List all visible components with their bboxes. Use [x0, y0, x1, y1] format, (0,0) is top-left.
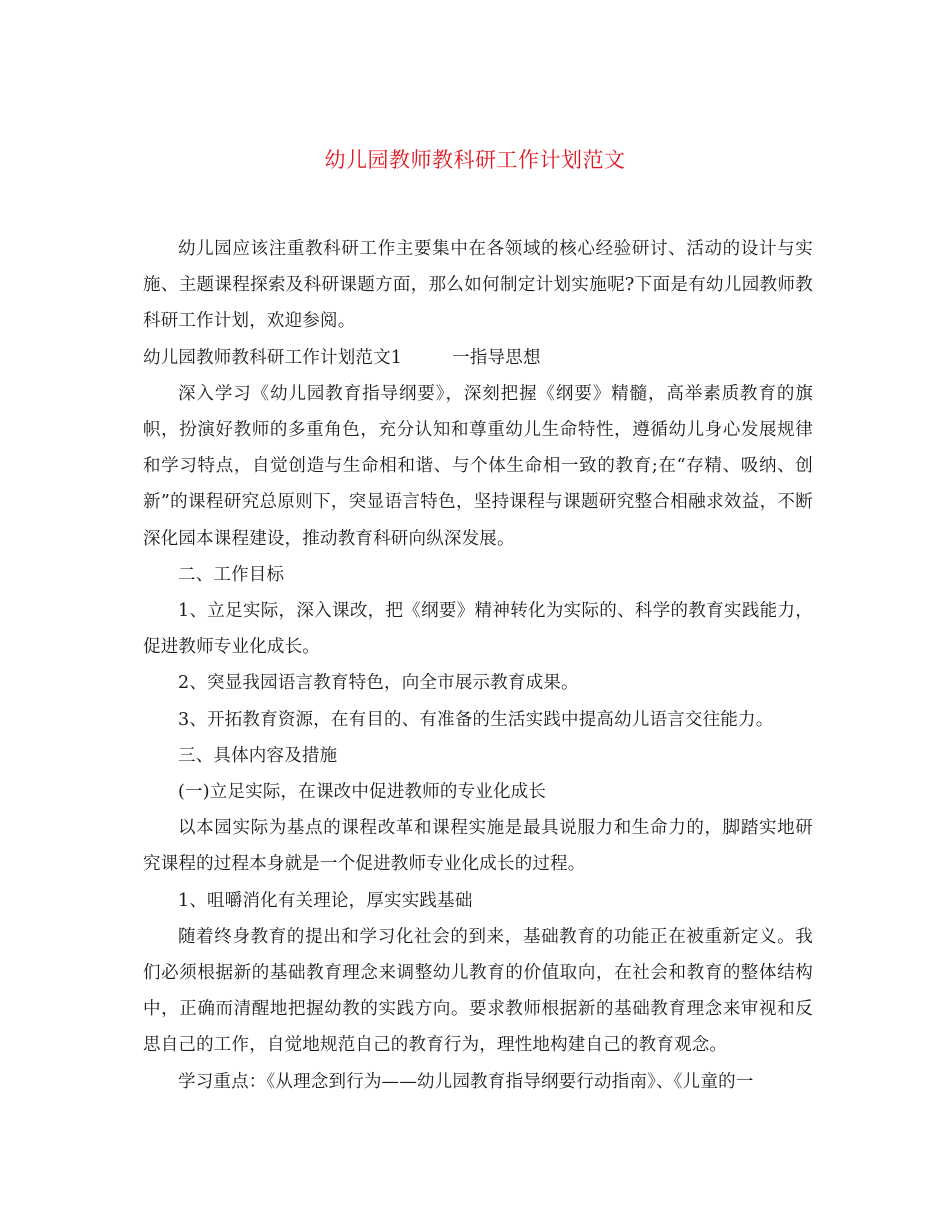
paragraph-lifelong-education: 随着终身教育的提出和学习化社会的到来，基础教育的功能正在被重新定义。我们必须根据新的基础教育理念来调整幼儿教育的价值取向，在社会和教育的整体结构中，正确而清醒地把握幼教的实践方向。要求教师根据新的基础教育理念来审视和反思自己的工作，自觉地规范自己的教育行为，理性地构建自己的教育观念。 [143, 926, 813, 1056]
intro-paragraph: 幼儿园应该注重教科研工作主要集中在各领域的核心经验研讨、活动的设计与实施、主题课程探索及科研课题方面，那么如何制定计划实施呢?下面是有幼儿园教师教科研工作计划，欢迎参阅。 [143, 239, 813, 332]
paragraph-goal-3: 3、开拓教育资源，在有目的、有准备的生活实践中提高幼儿语言交往能力。 [178, 709, 774, 730]
paragraph-guiding-ideology: 深入学习《幼儿园教育指导纲要》，深刻把握《纲要》精髓，高举素质教育的旗帜，扮演好教师的多重角色，充分认知和尊重幼儿生命特性，遵循幼儿身心发展规律和学习特点，自觉创造与生命相和谐、与个体生命相一致的教育;在“存精、吸纳、创新”的课程研究总原则下，突显语言特色，坚持课程与课题研究整合相融求效益，不断深化园本课程建设，推动教育科研向纵深发展。 [143, 383, 813, 549]
document-body [143, 231, 813, 1100]
paragraph-goal-1: 1、立足实际，深入课改，把《纲要》精神转化为实际的、科学的教育实践能力，促进教师专业化成长。 [143, 601, 813, 658]
section-heading-line [143, 340, 813, 376]
heading-work-goals: 二、工作目标 [178, 564, 285, 585]
document-title: 幼儿园教师教科研工作计划范文 [324, 148, 626, 172]
section-subtitle: 一指导思想 [452, 347, 541, 368]
paragraph-goal-2: 2、突显我园语言教育特色，向全市展示教育成果。 [178, 673, 579, 694]
heading-content-measures: 三、具体内容及措施 [178, 745, 338, 766]
section-title: 幼儿园教师教科研工作计划范文1 [143, 347, 403, 368]
heading-subsection-1: (一)立足实际，在课改中促进教师的专业化成长 [178, 782, 547, 803]
paragraph-curriculum-reform: 以本园实际为基点的课程改革和课程实施是最具说服力和生命力的，脚踏实地研究课程的过程本身就是一个促进教师专业化成长的过程。 [143, 818, 813, 875]
paragraph-study-focus: 学习重点：《从理念到行为——幼儿园教育指导纲要行动指南》、《儿童的一 [178, 1071, 754, 1092]
heading-theory-study: 1、咀嚼消化有关理论，厚实实践基础 [178, 890, 473, 911]
